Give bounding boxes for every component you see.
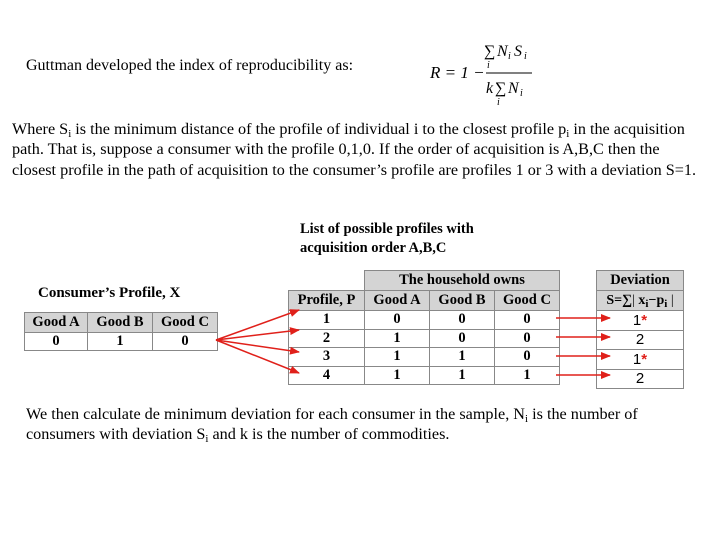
deviation-value-cell: 2 [597,330,684,350]
profile-header-cell: Good A [365,291,430,311]
consumer-value-cell: 0 [153,333,218,351]
formula-num-index: i [487,60,490,71]
formula-num-s: S [514,43,522,60]
profile-cell: 2 [289,329,365,348]
formula-num-s-sub: i [524,51,527,62]
profile-header-cell: Good C [495,291,560,311]
intro-text: Guttman developed the index of reproducibility as: [26,57,354,74]
profile-cell: 0 [495,329,560,348]
arrow-to-profile-4 [216,340,299,373]
deviation-value-cell: 1* [597,350,684,370]
profile-cell: 1 [430,348,495,367]
conclusion-paragraph: We then calculate de minimum deviation for each consumer in the sample, $N_i$ is the number of consumers with deviation $S_i$ and k is the number of commodities. [26,405,638,446]
consumer-value-cell: 0 [25,333,88,351]
formula-den-sum: ∑ [495,80,507,97]
explanation-paragraph: Where $S_i$ is the minimum distance of the profile of individual i to the closest profile $p_i$ in the acquisition path. That is, suppose a consumer with the profile 0,1,0. If the order of acquisition is A,B,C then the closest profile in the path of acquisition to the consumer’s profile are profiles 1 or 3 with a deviation S=1. [12,120,697,179]
formula-den-index: i [497,97,500,108]
profile-cell: 1 [289,311,365,330]
consumer-profile-label: Consumer’s Profile, X [38,285,181,301]
formula-num-n-sub: i [508,51,511,62]
profile-header-cell: Profile, P [289,291,365,311]
profile-cell: 1 [365,329,430,348]
profiles-list-caption: List of possible profiles with acquisition order A,B,C [300,221,474,256]
arrow-to-profile-3 [216,340,299,352]
formula-lhs: R = 1 − [430,63,485,82]
formula-num-sum: ∑ [484,43,496,60]
profile-cell: 1 [430,366,495,385]
profile-cell: 0 [495,348,560,367]
household-owns-header: The household owns [365,271,560,291]
profile-cell: 1 [365,366,430,385]
profile-cell: 4 [289,366,365,385]
profile-header-cell: Good B [430,291,495,311]
formula-den-n-sub: i [520,88,523,99]
formula-den-k: k [486,80,494,97]
profile-cell: 0 [430,311,495,330]
consumer-header-cell: Good B [88,313,153,333]
consumer-header-cell: Good A [25,313,88,333]
deviation-formula-header: S=∑| $x_i-p_i$ | [597,291,684,311]
profile-cell: 0 [495,311,560,330]
profile-cell: 0 [365,311,430,330]
consumer-value-cell: 1 [88,333,153,351]
formula-den-n: N [508,80,519,97]
profile-cell: 1 [365,348,430,367]
deviation-value-cell: 1* [597,311,684,331]
profile-cell: 3 [289,348,365,367]
consumer-header-cell: Good C [153,313,218,333]
profile-cell: 1 [495,366,560,385]
formula-num-n: N [497,43,508,60]
profile-cell: 0 [430,329,495,348]
deviation-value-cell: 2 [597,369,684,389]
deviation-header: Deviation [597,271,684,291]
